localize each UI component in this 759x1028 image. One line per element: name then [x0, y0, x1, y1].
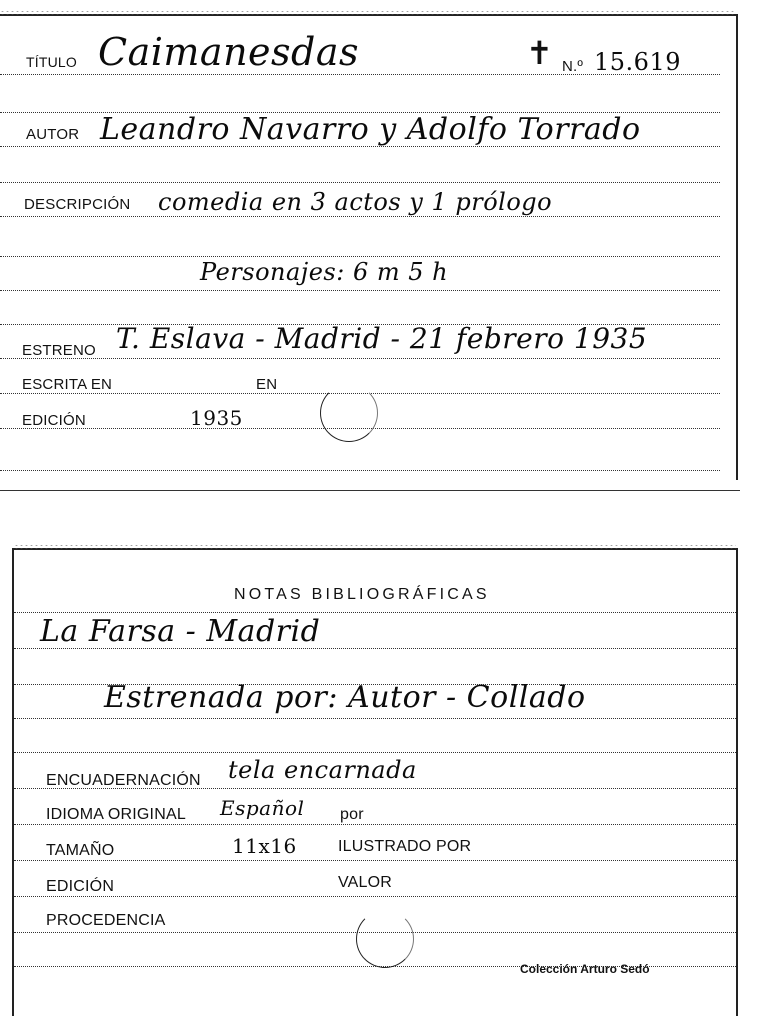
card-edge-texture — [0, 10, 736, 16]
note-line-2: Estrenada por: Autor - Collado — [104, 680, 586, 715]
numero-value: 15.619 — [594, 48, 681, 76]
procedencia-label: PROCEDENCIA — [46, 912, 166, 929]
descripcion-label: DESCRIPCIÓN — [24, 196, 131, 213]
ruled-line — [0, 470, 720, 471]
escrita-en-label: ESCRITA EN — [22, 376, 113, 393]
ruled-line — [14, 896, 736, 897]
idioma-original-label: IDIOMA ORIGINAL — [46, 806, 186, 823]
personajes-value: Personajes: 6 m 5 h — [200, 258, 449, 286]
ruled-line — [0, 290, 720, 291]
edicion-value: 1935 — [190, 406, 243, 430]
punch-hole — [356, 910, 414, 968]
ruled-line — [0, 358, 720, 359]
ruled-line — [0, 216, 720, 217]
ruled-line — [14, 860, 736, 861]
autor-value: Leandro Navarro y Adolfo Torrado — [100, 112, 641, 147]
edicion-label: EDICIÓN — [22, 412, 86, 429]
valor-label: VALOR — [338, 874, 393, 891]
idioma-original-value: Español — [220, 796, 305, 820]
note-line-1: La Farsa - Madrid — [40, 614, 321, 649]
tamano-value: 11x16 — [232, 834, 297, 858]
card-edge-texture — [14, 544, 736, 550]
ruled-line — [14, 718, 736, 719]
ruled-line — [14, 824, 736, 825]
collection-credit: Colección Arturo Sedó — [520, 962, 650, 976]
ruled-line — [0, 256, 720, 257]
encuadernacion-label: ENCUADERNACIÓN — [46, 772, 201, 789]
ruled-line — [14, 752, 736, 753]
edicion-back-label: EDICIÓN — [46, 878, 115, 895]
encuadernacion-value: tela encarnada — [228, 756, 417, 784]
notas-bibliograficas-heading: NOTAS BIBLIOGRÁFICAS — [234, 586, 490, 603]
titulo-label: TÍTULO — [26, 54, 77, 70]
estreno-value: T. Eslava - Madrid - 21 febrero 1935 — [116, 322, 648, 355]
titulo-value: Caimanesdas — [98, 30, 360, 74]
tamano-label: TAMAÑO — [46, 842, 115, 859]
card-cut-line — [0, 490, 740, 491]
autor-label: AUTOR — [26, 126, 80, 143]
por-label: por — [340, 806, 364, 823]
estreno-label: ESTRENO — [22, 342, 96, 359]
ilustrado-por-label: ILUSTRADO POR — [338, 838, 472, 855]
ruled-line — [0, 182, 720, 183]
numero-label: N.º — [562, 58, 584, 75]
ruled-line — [14, 612, 736, 613]
descripcion-value: comedia en 3 actos y 1 prólogo — [158, 188, 553, 216]
punch-hole — [320, 384, 378, 442]
en-label: EN — [256, 376, 278, 393]
cross-mark-icon: ✝ — [526, 34, 553, 72]
